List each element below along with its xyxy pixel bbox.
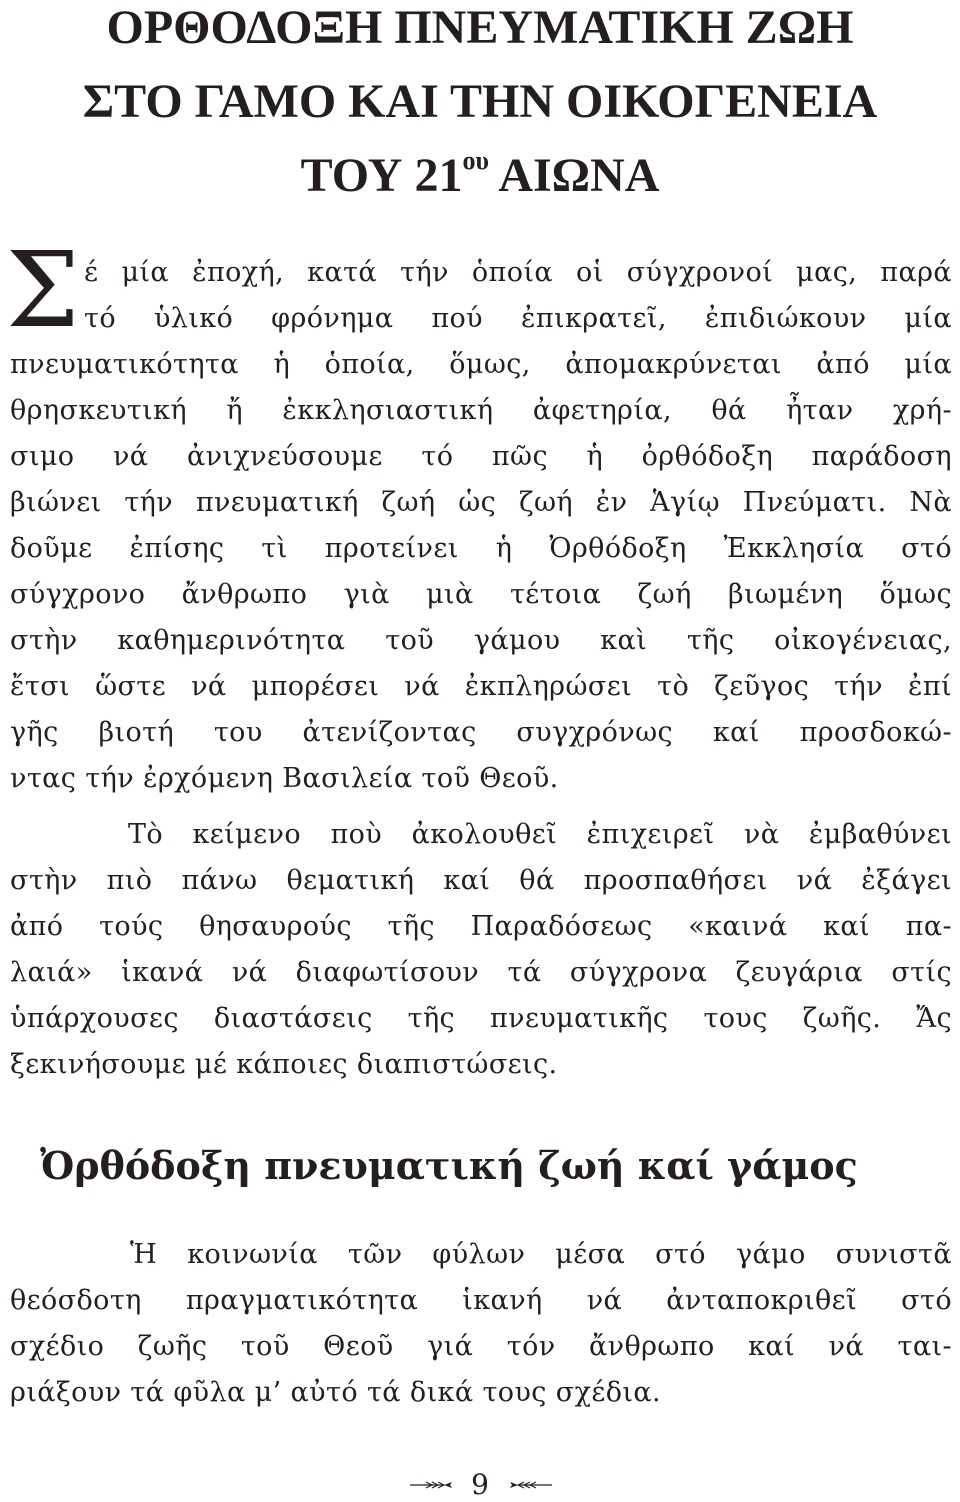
text-line: Τὸ κείμενο ποὺ ἀκολουθεῖ ἐπιχειρεῖ νὰ ἐμβαθύνει bbox=[10, 819, 952, 850]
text-line: σχέδιο ζωῆς τοῦ Θεοῦ γιά τόν ἄνθρωπο καί νά ται- bbox=[10, 1331, 952, 1362]
text-line: σύγχρονο ἄνθρωπο γιὰ μιὰ τέτοια ζωή βιωμένη ὅμως bbox=[10, 579, 952, 610]
text-line: λαιά» ἱκανά νά διαφωτίσουν τά σύγχρονα ζευγάρια στίς bbox=[10, 957, 952, 988]
text-line: στὴν καθημερινότητα τοῦ γάμου καὶ τῆς οἰκογένειας, bbox=[10, 625, 952, 656]
title-line-3 bbox=[0, 146, 960, 202]
section-heading: Ὀρθόδοξη πνευματική ζωή καί γάμος bbox=[40, 1143, 858, 1188]
text-line: γῆς βιοτή του ἀτενίζοντας συγχρόνως καί προσδοκώ- bbox=[10, 717, 952, 748]
title-line-3-superscript: ου bbox=[462, 146, 489, 175]
text-line: ὑπάρχουσες διαστάσεις τῆς πνευματικῆς τους ζωῆς. Ἄς bbox=[10, 1003, 952, 1034]
text-line: έ μία ἐποχή, κατά τήν ὁποία οἱ σύγχρονοί μας, παρά bbox=[84, 257, 952, 288]
text-line: Ἡ κοινωνία τῶν φύλων μέσα στό γάμο συνιστᾶ bbox=[10, 1239, 952, 1270]
text-line: ἀπό τούς θησαυρούς τῆς Παραδόσεως «καινά καί πα- bbox=[10, 911, 952, 942]
text-line: σιμο νά ἀνιχνεύσουμε τό πῶς ἡ ὀρθόδοξη παράδοση bbox=[10, 441, 952, 472]
text-line: ντας τήν ἐρχόμενη Βασιλεία τοῦ Θεοῦ. bbox=[10, 763, 559, 794]
ornament-left-icon bbox=[408, 1480, 454, 1490]
text-line: θρησκευτική ἤ ἐκκλησιαστική ἀφετηρία, θά ἦταν χρή- bbox=[10, 395, 952, 426]
text-line: πνευματικότητα ἡ ὁποία, ὅμως, ἀπομακρύνεται ἀπό μία bbox=[10, 349, 952, 380]
text-line: ριάξουν τά φῦλα μ’ αὐτό τά δικά τους σχέδια. bbox=[10, 1377, 661, 1408]
title-line-1: ΟΡΘΟΔΟΞΗ ΠΝΕΥΜΑΤΙΚΗ ΖΩΗ bbox=[106, 1, 854, 54]
text-line: στὴν πιὸ πάνω θεματική καί θά προσπαθήσει νά ἐξάγει bbox=[10, 865, 952, 896]
text-line: τό ὑλικό φρόνημα πού ἐπικρατεῖ, ἐπιδιώκουν μία bbox=[84, 303, 952, 334]
ornament-right-icon bbox=[508, 1480, 554, 1490]
title-line-3-main: ΤΟΥ 21 bbox=[300, 149, 463, 202]
title-line-2: ΣΤΟ ΓΑΜΟ ΚΑΙ ΤΗΝ ΟΙΚΟΓΕΝΕΙΑ bbox=[82, 75, 878, 128]
text-line: δοῦμε ἐπίσης τὶ προτείνει ἡ Ὀρθόδοξη Ἐκκλησία στό bbox=[10, 533, 952, 564]
title-line-3-end: ΑΙΩΝΑ bbox=[488, 149, 660, 202]
text-line: ξεκινήσουμε μέ κάποιες διαπιστώσεις. bbox=[10, 1049, 558, 1080]
text-line: βιώνει τήν πνευματική ζωή ὡς ζωή ἐν Ἁγίῳ Πνεύματι. Νὰ bbox=[10, 487, 952, 518]
page-footer bbox=[0, 1468, 960, 1502]
page-number: 9 bbox=[471, 1468, 489, 1501]
drop-cap: Σ bbox=[6, 229, 80, 351]
text-line: ἔτσι ὥστε νά μπορέσει νά ἐκπληρώσει τὸ ζεῦγος τήν ἐπί bbox=[10, 671, 952, 702]
text-line: θεόσδοτη πραγματικότητα ἱκανή νά ἀνταποκριθεῖ στό bbox=[10, 1285, 952, 1316]
